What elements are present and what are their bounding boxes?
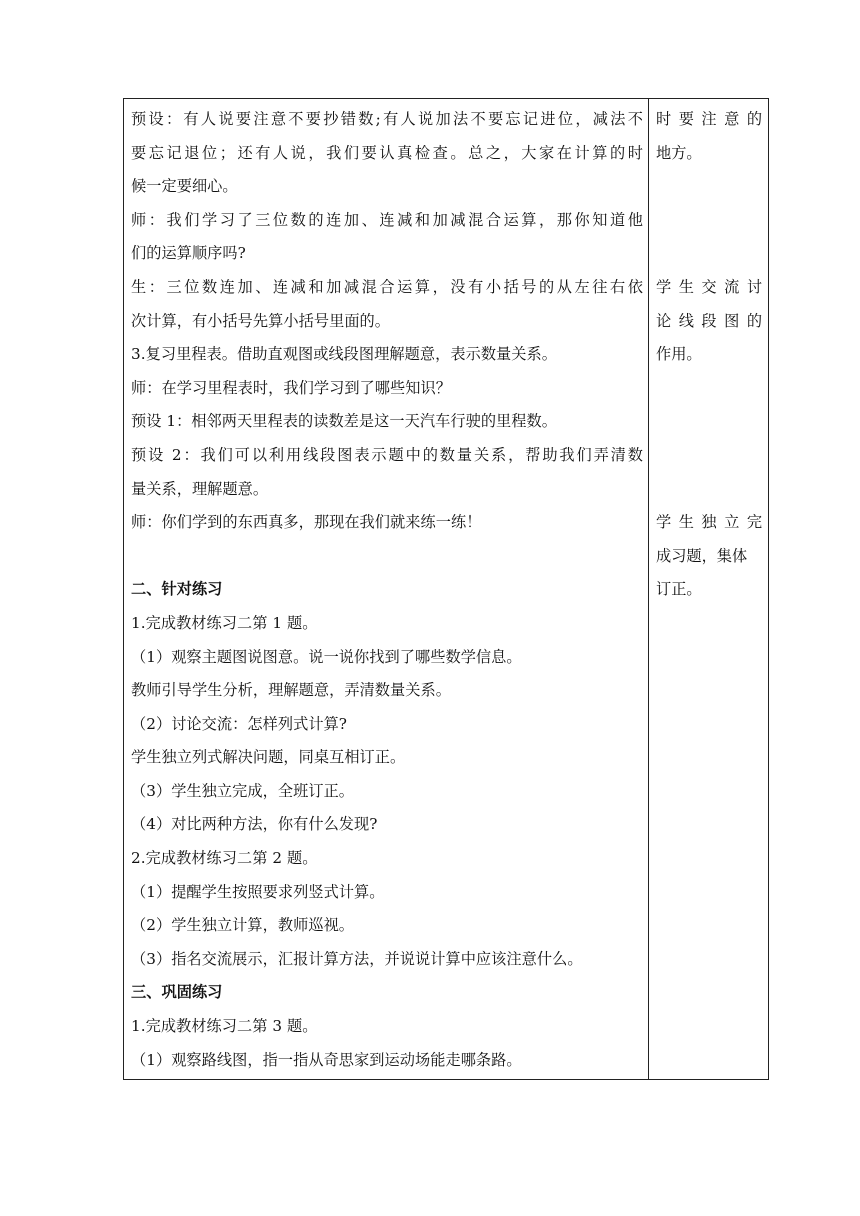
- text-line: （3）学生独立完成，全班订正。: [131, 781, 355, 800]
- text-line: 生：三位数连加、连减和加减混合运算，没有小括号的从左往右依: [131, 277, 643, 296]
- text-line: 师：你们学到的东西真多，那现在我们就来练一练！: [131, 513, 482, 532]
- text-line: 们的运算顺序吗?: [131, 244, 246, 263]
- text-line: （3）指名交流展示，汇报计算方法，并说说计算中应该注意什么。: [131, 949, 583, 968]
- text-line: 师：我们学习了三位数的连加、连减和加减混合运算，那你知道他: [131, 210, 643, 229]
- note-line: 地方。: [656, 143, 702, 162]
- text-line: （2）讨论交流：怎样列式计算?: [131, 714, 347, 733]
- note-line: 学生交流讨: [656, 277, 762, 296]
- note-line: 论线段图的: [656, 311, 762, 330]
- section-heading: 三、巩固练习: [131, 983, 223, 1002]
- text-line: 候一定要细心。: [131, 177, 238, 196]
- column-divider: [648, 98, 649, 1080]
- note-line: 作用。: [656, 345, 702, 364]
- note-line: 学生独立完: [656, 513, 762, 532]
- text-line: 2.完成教材练习二第 2 题。: [131, 849, 318, 868]
- text-line: 量关系，理解题意。: [131, 479, 269, 498]
- text-line: 预设 1：相邻两天里程表的读数差是这一天汽车行驶的里程数。: [131, 412, 558, 431]
- text-line: （4）对比两种方法，你有什么发现?: [131, 815, 378, 834]
- text-line: 次计算，有小括号先算小括号里面的。: [131, 311, 391, 330]
- note-line: 时要注意的: [656, 110, 762, 128]
- text-line: （2）学生独立计算，教师巡视。: [131, 916, 355, 935]
- text-line: 1.完成教材练习二第 1 题。: [131, 613, 318, 632]
- text-line: 预设：有人说要注意不要抄错数;有人说加法不要忘记进位，减法不: [131, 110, 643, 128]
- design-notes-column: [656, 103, 762, 607]
- teaching-process-column: [131, 103, 643, 1077]
- blank-line: [131, 540, 643, 574]
- text-line: 预设 2：我们可以利用线段图表示题中的数量关系，帮助我们弄清数: [131, 445, 643, 464]
- text-line: 3.复习里程表。借助直观图或线段图理解题意，表示数量关系。: [131, 345, 558, 364]
- note-line: 成习题，集体: [656, 546, 748, 565]
- text-line: 要忘记退位；还有人说，我们要认真检查。总之，大家在计算的时: [131, 143, 643, 162]
- text-line: 师：在学习里程表时，我们学习到了哪些知识？: [131, 378, 451, 397]
- text-line: 学生独立列式解决问题，同桌互相订正。: [131, 748, 406, 767]
- text-line: （1）观察主题图说图意。说一说你找到了哪些数学信息。: [131, 647, 522, 666]
- text-line: （1）提醒学生按照要求列竖式计算。: [131, 882, 385, 901]
- section-heading: 二、针对练习: [131, 580, 223, 599]
- note-line: 订正。: [656, 580, 702, 599]
- text-line: 1.完成教材练习二第 3 题。: [131, 1017, 318, 1036]
- text-line: （1）观察路线图，指一指从奇思家到运动场能走哪条路。: [131, 1050, 522, 1069]
- text-line: 教师引导学生分析，理解题意，弄清数量关系。: [131, 681, 451, 700]
